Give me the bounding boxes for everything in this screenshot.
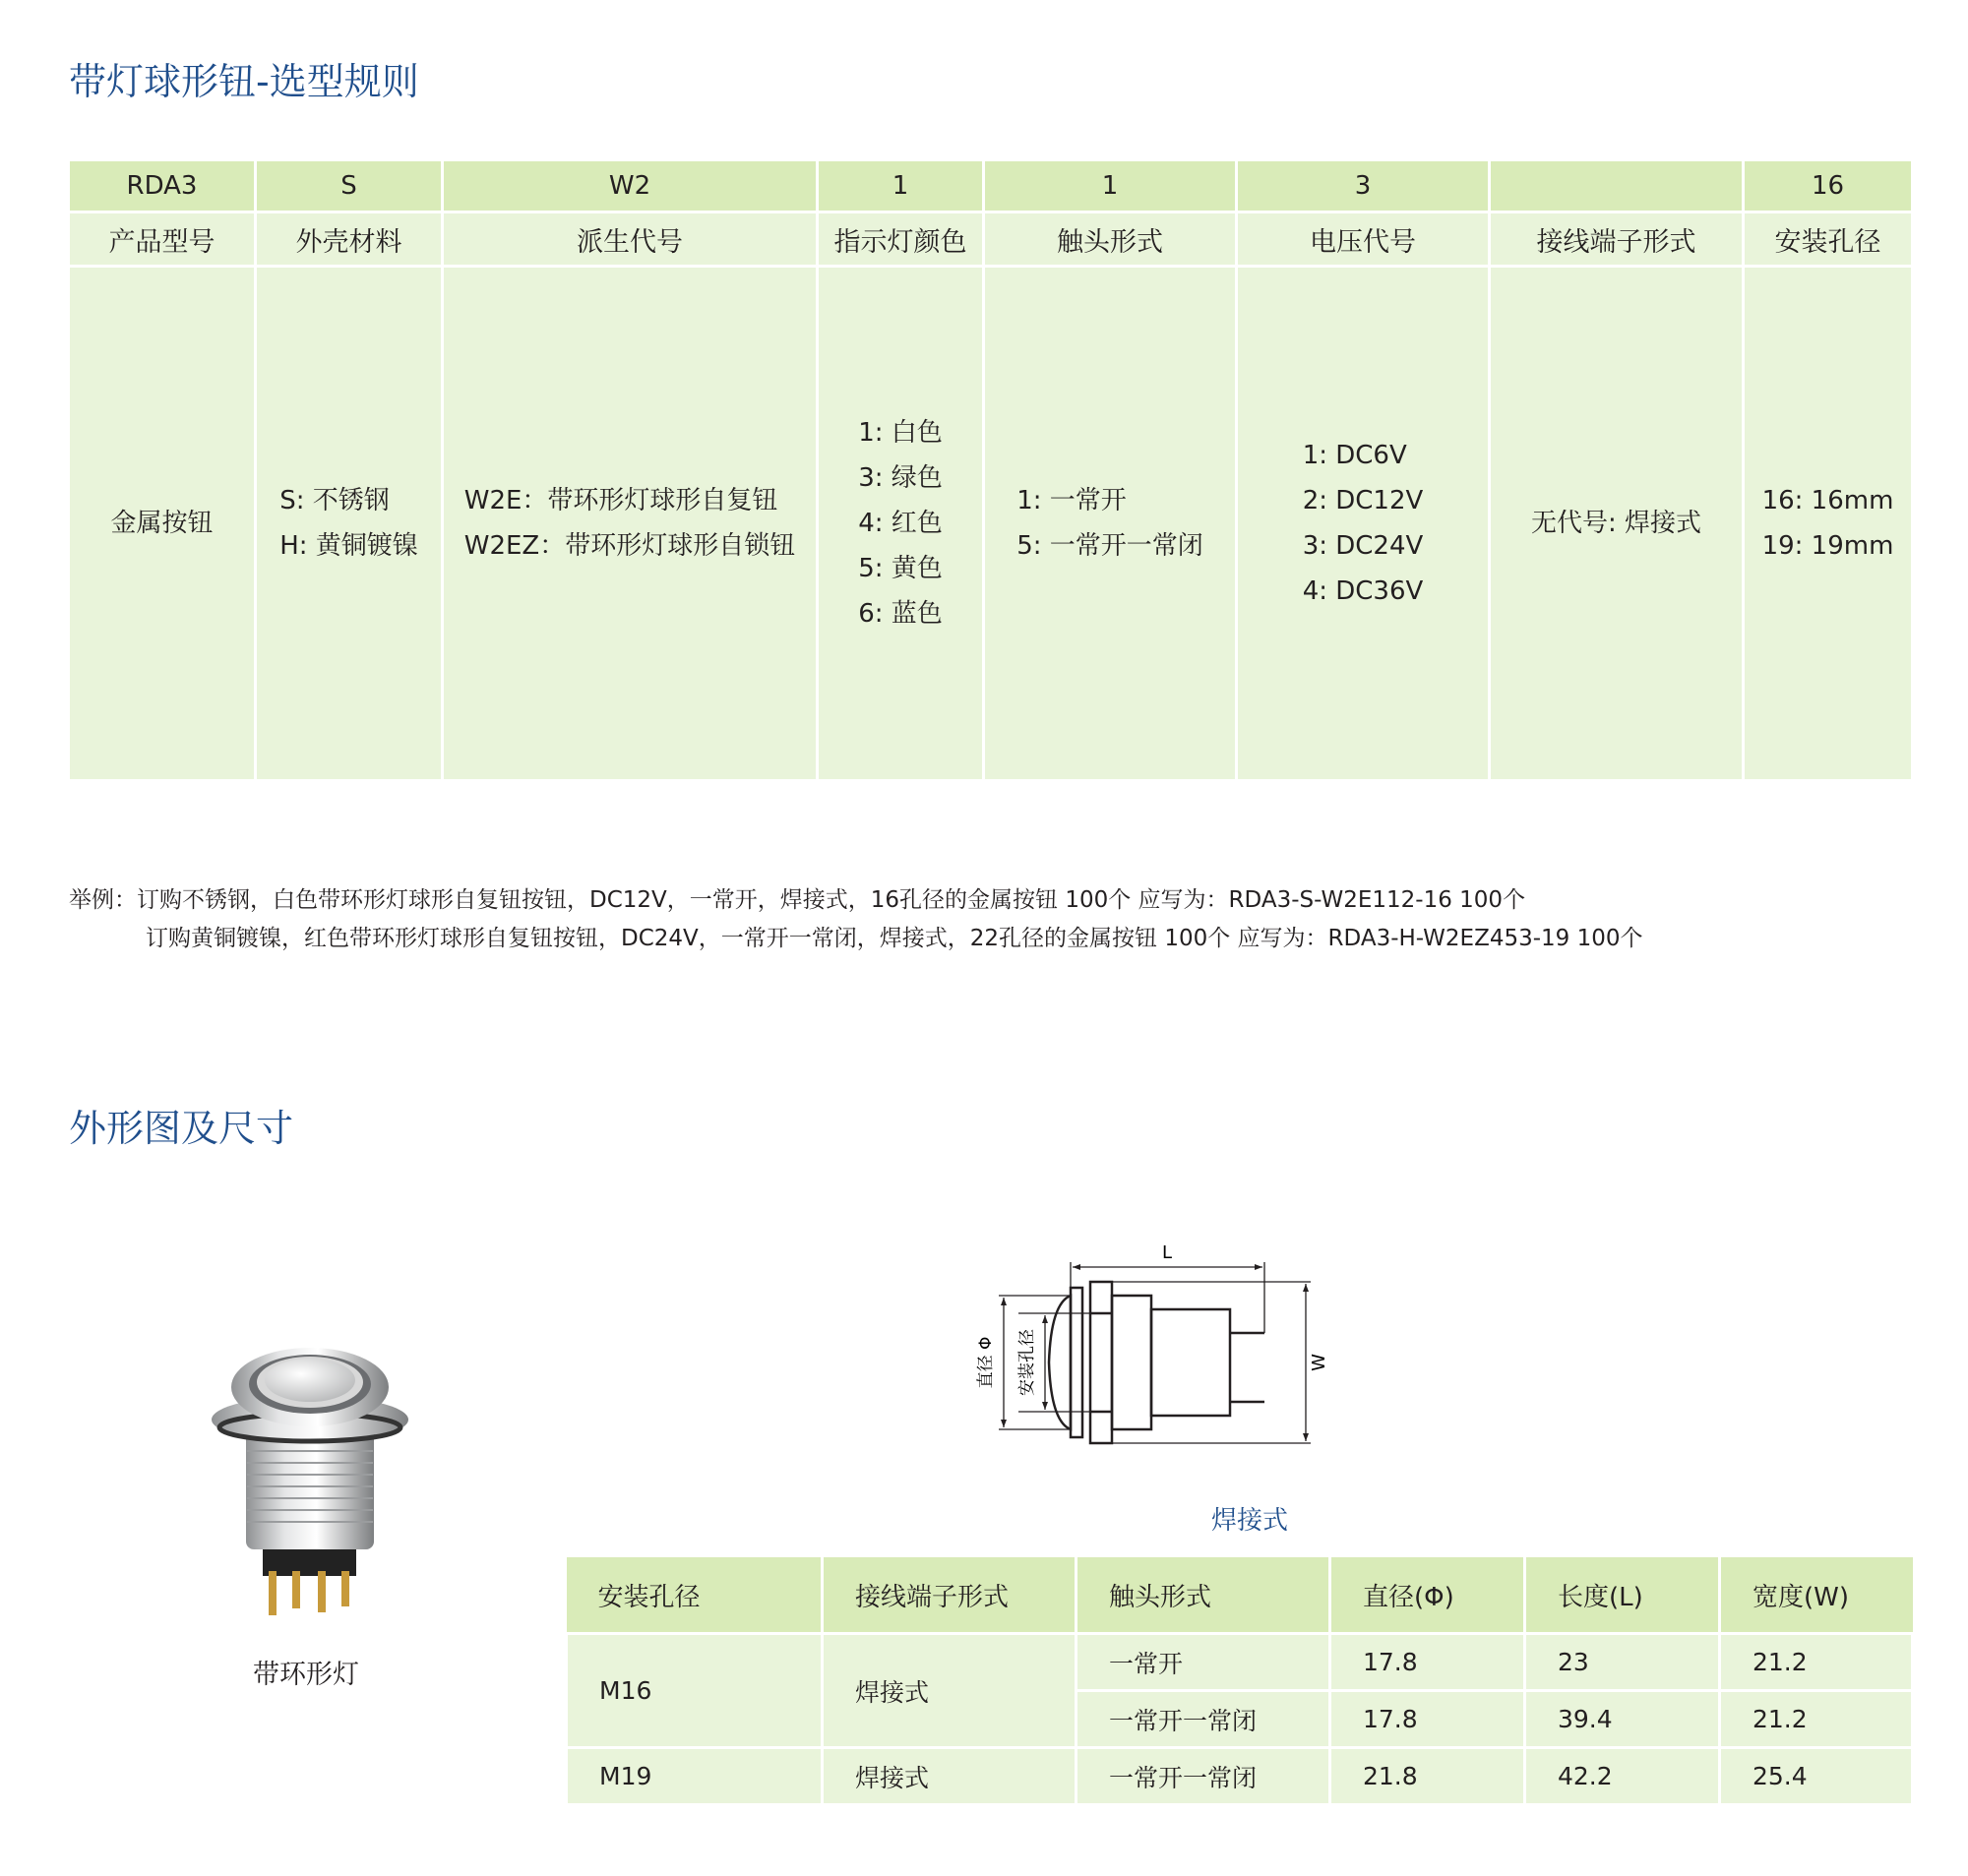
code-cell [1490,160,1744,212]
option-item: 无代号: 焊接式 [1530,509,1702,538]
dimensions-title: 外形图及尺寸 [69,1107,294,1150]
options-cell-material [256,267,443,781]
options-cell-derivative [443,267,818,781]
cell-length: 42.2 [1525,1748,1720,1805]
field-name-cell: 指示灯颜色 [818,212,984,267]
column-header: 接线端子形式 [823,1557,1076,1634]
column-header: 宽度(W) [1720,1557,1913,1634]
field-name-cell: 外壳材料 [256,212,443,267]
field-name-cell: 产品型号 [69,212,256,267]
field-name-cell: 电压代号 [1237,212,1490,267]
field-name-row [69,212,1913,267]
option-item: 3: DC24V [1302,531,1424,561]
code-cell: 16 [1744,160,1913,212]
column-header: 触头形式 [1076,1557,1330,1634]
field-name-cell: 触头形式 [984,212,1237,267]
option-item: 4: 红色 [858,509,943,538]
code-cell: W2 [443,160,818,212]
column-header: 直径(Φ) [1330,1557,1525,1634]
cell-length: 23 [1525,1634,1720,1691]
dimension-drawing [954,1235,1446,1471]
example-line-1: 举例：订购不锈钢，白色带环形灯球形自复钮按钮，DC12V，一常开，焊接式，16孔径的金属按钮 100个 应写为：RDA3-S-W2E112-16 100个 [69,887,1526,913]
code-cell: 1 [984,160,1237,212]
cell-diameter: 17.8 [1330,1691,1525,1748]
column-header: 安装孔径 [567,1557,823,1634]
table-row [567,1634,1913,1691]
product-photo [202,1343,418,1618]
table-header-row [567,1557,1913,1634]
example-line-2: 订购黄铜镀镍，红色带环形灯球形自复钮按钮，DC24V，一常开一常闭，焊接式，22孔径的金属按钮 100个 应写为：RDA3-H-W2EZ453-19 100个 [146,926,1643,951]
drawing-caption: 焊接式 [1211,1506,1289,1536]
cell-contact: 一常开 [1076,1634,1330,1691]
options-cell-product [69,267,256,781]
option-item: 2: DC12V [1302,486,1424,515]
selection-table [67,158,1914,782]
cell-hole: M19 [567,1748,823,1805]
code-cell: 1 [818,160,984,212]
label-mounting-hole: 安装孔径 [1017,1329,1037,1396]
cell-hole: M16 [567,1634,823,1748]
cell-terminal: 焊接式 [823,1634,1076,1748]
selection-rules-title: 带灯球形钮-选型规则 [69,60,419,103]
code-cell: RDA3 [69,160,256,212]
field-name-cell: 安装孔径 [1744,212,1913,267]
cell-width: 21.2 [1720,1691,1913,1748]
code-cell: 3 [1237,160,1490,212]
field-name-cell: 派生代号 [443,212,818,267]
options-cell-contact [984,267,1237,781]
cell-diameter: 17.8 [1330,1634,1525,1691]
cell-width: 25.4 [1720,1748,1913,1805]
label-diameter: 直径 Φ [976,1336,996,1389]
code-row [69,160,1913,212]
option-item: 1: 白色 [858,418,943,448]
photo-caption: 带环形灯 [253,1660,359,1690]
option-item: W2E：带环形灯球形自复钮 [463,486,778,515]
option-item: H: 黄铜镀镍 [279,531,418,561]
table-row [567,1748,1913,1805]
cell-contact: 一常开一常闭 [1076,1748,1330,1805]
column-header: 长度(L) [1525,1557,1720,1634]
option-item: 5: 一常开一常闭 [1016,531,1203,561]
option-item: 1: 一常开 [1016,486,1127,515]
option-item: 16: 16mm [1761,486,1894,515]
options-cell-voltage [1237,267,1490,781]
option-item: 5: 黄色 [858,554,943,583]
options-row [69,267,1913,781]
options-cell-terminal [1490,267,1744,781]
option-item: 4: DC36V [1302,576,1424,606]
option-item: 3: 绿色 [858,463,943,493]
options-cell-color [818,267,984,781]
option-item: S: 不锈钢 [279,486,390,515]
cell-contact: 一常开一常闭 [1076,1691,1330,1748]
field-name-cell: 接线端子形式 [1490,212,1744,267]
code-cell: S [256,160,443,212]
option-item: 19: 19mm [1761,531,1894,561]
label-width: W [1309,1354,1329,1371]
option-item: 6: 蓝色 [858,599,943,629]
dimension-table [565,1557,1914,1806]
cell-diameter: 21.8 [1330,1748,1525,1805]
cell-width: 21.2 [1720,1634,1913,1691]
option-item: 金属按钮 [110,509,214,538]
option-item: 1: DC6V [1302,441,1407,470]
cell-terminal: 焊接式 [823,1748,1076,1805]
option-item: W2EZ：带环形灯球形自锁钮 [463,531,796,561]
options-cell-hole [1744,267,1913,781]
cell-length: 39.4 [1525,1691,1720,1748]
label-length: L [1161,1242,1173,1263]
